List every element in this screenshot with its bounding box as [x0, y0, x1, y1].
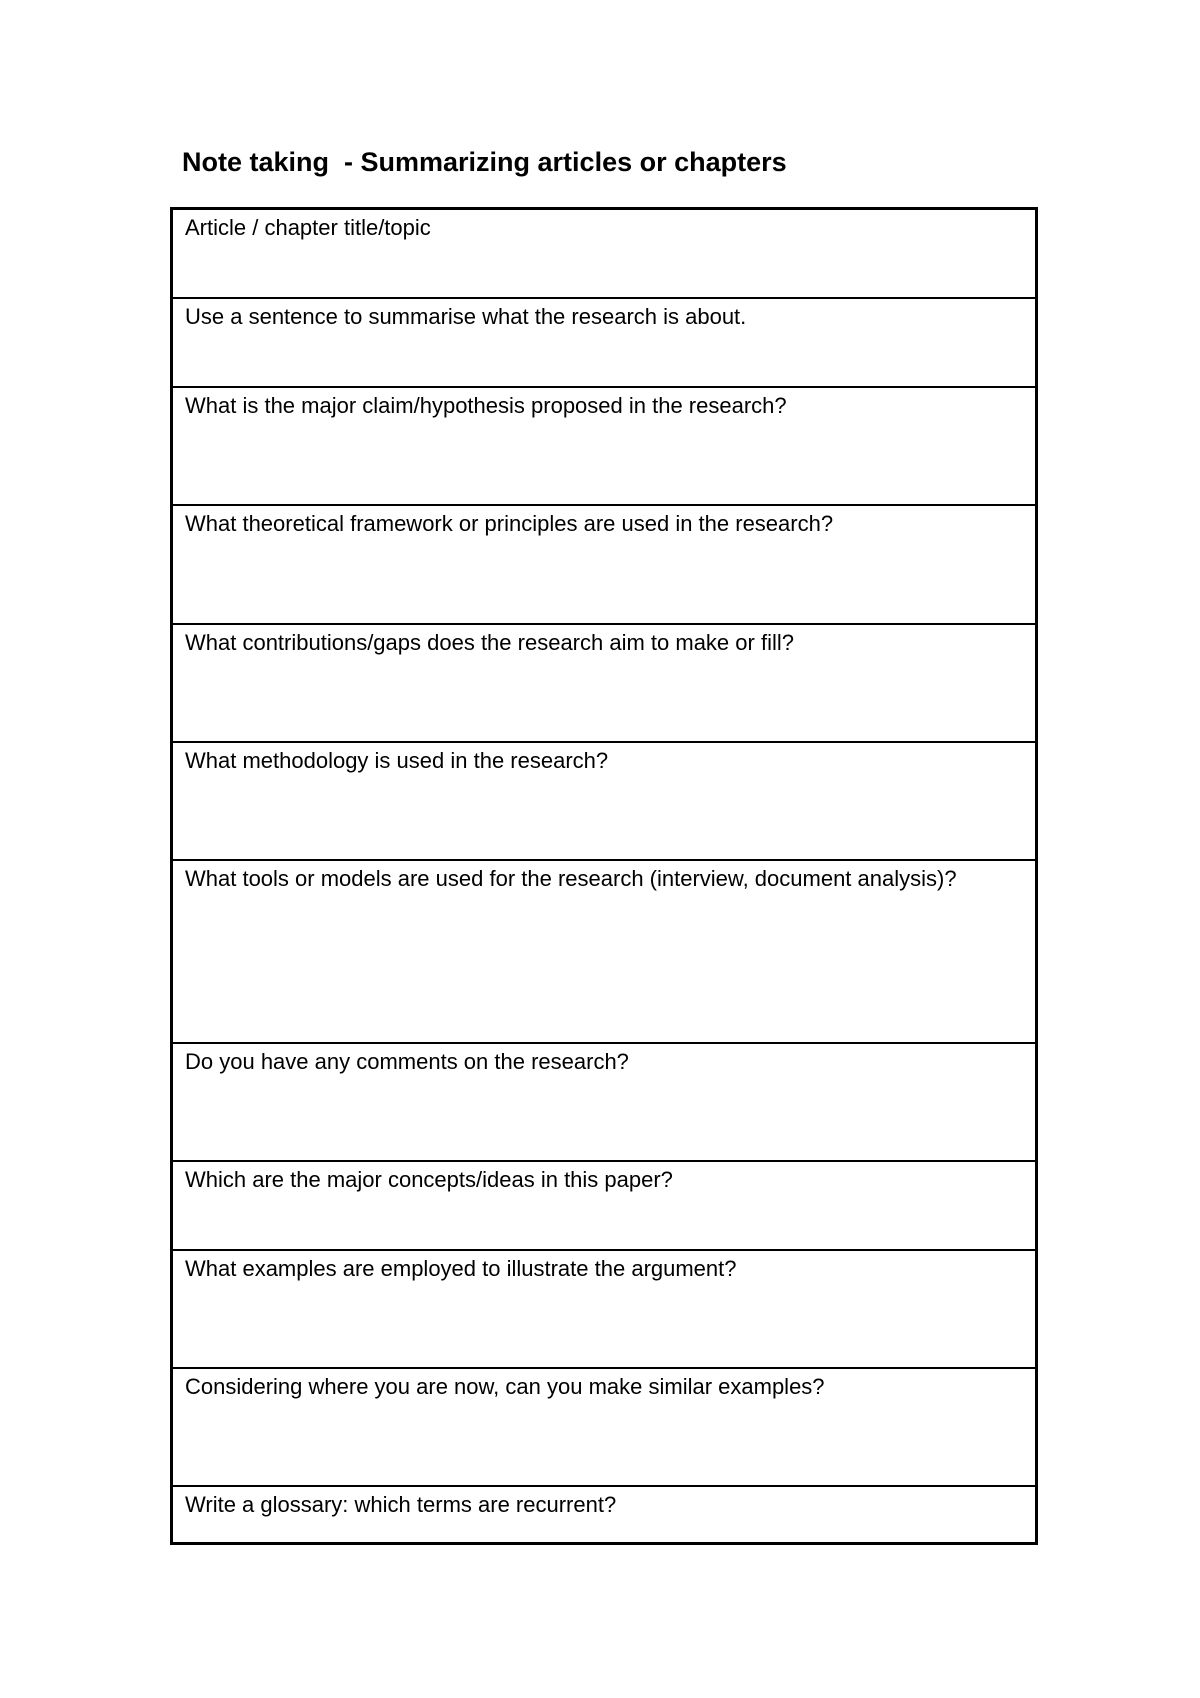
table-row	[172, 1161, 1037, 1250]
question-cell[interactable]: What contributions/gaps does the research aim to make or fill?	[172, 624, 1037, 742]
question-cell[interactable]: What tools or models are used for the research (interview, document analysis)?	[172, 860, 1037, 1043]
question-cell[interactable]: What is the major claim/hypothesis proposed in the research?	[172, 387, 1037, 505]
question-cell[interactable]: What methodology is used in the research?	[172, 742, 1037, 860]
table-row	[172, 1250, 1037, 1368]
table-row	[172, 1368, 1037, 1486]
table-row	[172, 209, 1037, 298]
question-cell[interactable]: Write a glossary: which terms are recurrent?	[172, 1486, 1037, 1543]
table-row	[172, 860, 1037, 1043]
question-cell[interactable]: Which are the major concepts/ideas in this paper?	[172, 1161, 1037, 1250]
question-cell[interactable]: What examples are employed to illustrate the argument?	[172, 1250, 1037, 1368]
question-cell[interactable]: What theoretical framework or principles are used in the research?	[172, 505, 1037, 624]
document-title: Note taking - Summarizing articles or chapters	[182, 147, 787, 177]
table-row	[172, 387, 1037, 505]
table-row	[172, 742, 1037, 860]
question-cell[interactable]: Considering where you are now, can you make similar examples?	[172, 1368, 1037, 1486]
table-row	[172, 505, 1037, 624]
table-row	[172, 624, 1037, 742]
question-cell[interactable]: Do you have any comments on the research?	[172, 1043, 1037, 1161]
question-cell[interactable]: Use a sentence to summarise what the research is about.	[172, 298, 1037, 387]
table-row	[172, 1486, 1037, 1543]
table-row	[172, 298, 1037, 387]
note-taking-table	[170, 207, 1038, 1545]
table-row	[172, 1043, 1037, 1161]
question-cell[interactable]: Article / chapter title/topic	[172, 209, 1037, 298]
